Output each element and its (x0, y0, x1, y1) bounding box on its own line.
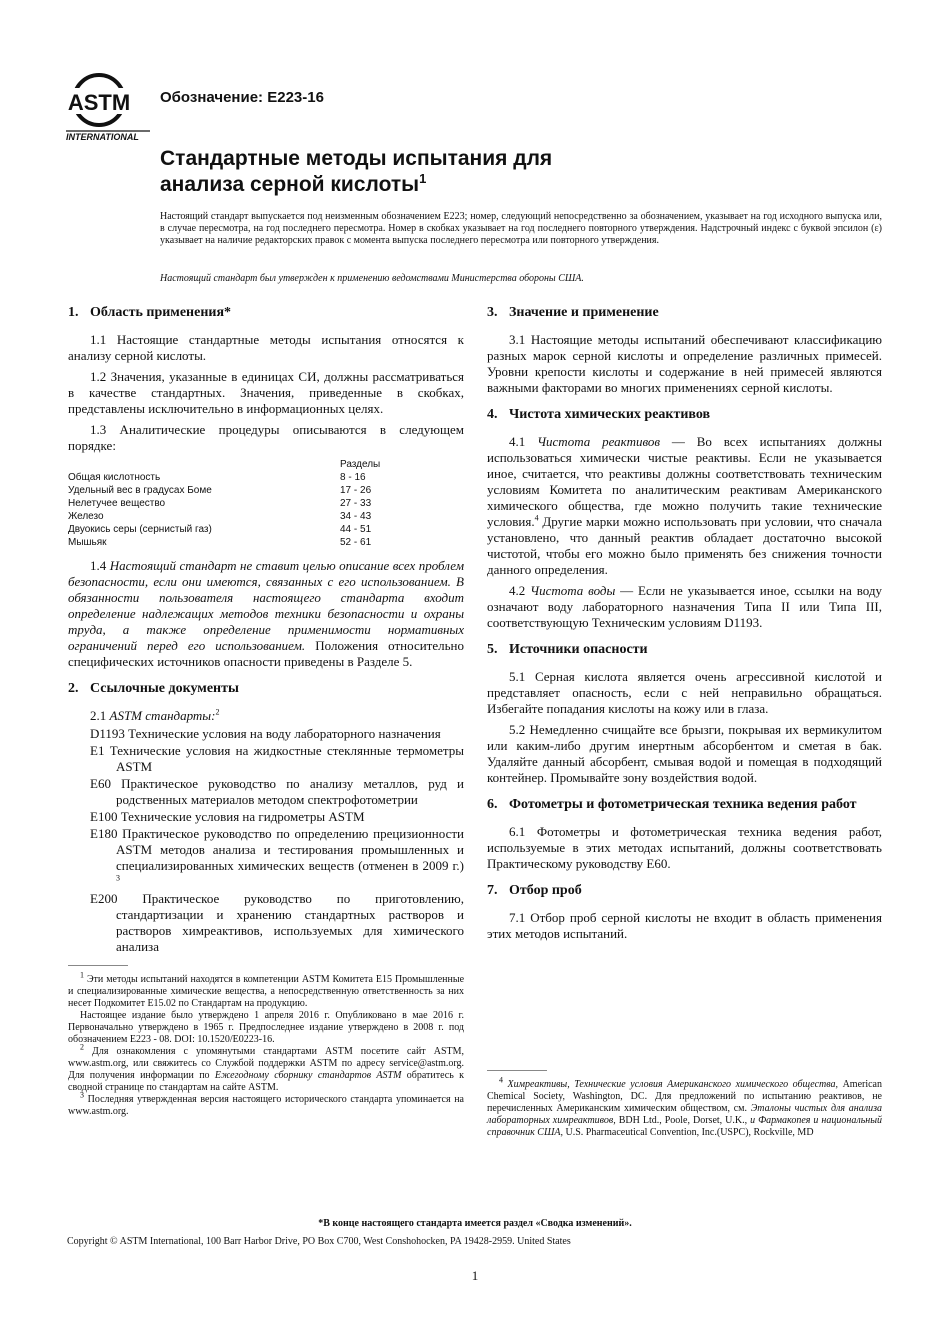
reference-item: E200 Практическое руководство по приготовлению, стандартизации и хранению стандартных растворов и растворов химреактивов, используемых для химического анализа (90, 891, 464, 954)
left-column (68, 304, 464, 1118)
reference-item: E100 Технические условия на гидрометры ASTM (90, 809, 365, 824)
footnote-3: $^3$ Последняя утвержденная версия настоящего исторического стандарта упоминается на www.astm.org. (68, 1090, 464, 1117)
para-5-1: 5.1 Серная кислота является очень агрессивной кислотой и представляет опасность, если с ней неправильно обращаться. Избегайте попадания кислоты на кожу или в глаза. (487, 669, 882, 716)
table-row: Нелетучее вещество 27 - 33 (68, 498, 372, 509)
table-row: Двуокись серы (сернистый газ) 44 - 51 (68, 524, 372, 535)
reference-item: E1 Технические условия на жидкостные стеклянные термометры ASTM (90, 743, 464, 774)
copyright: Copyright © ASTM International, 100 Barr Harbor Drive, PO Box C700, West Conshohocken, PA 19428-2959. United States (67, 1236, 571, 1247)
summary-of-changes-note: *В конце настоящего стандарта имеется раздел «Сводка изменений». (318, 1218, 632, 1229)
reference-item: E180 Практическое руководство по определению прецизионности ASTM методов анализа и тестирования промышленных и специализированных химических веществ (отменен в 2009 г.) $^3$ (90, 826, 464, 883)
reference-item: D1193 Технические условия на воду лабораторного назначения (90, 726, 441, 741)
section-number: 2. (68, 681, 79, 696)
section-title: Ссылочные документы (90, 681, 239, 696)
section-number: 5. (487, 642, 498, 657)
approval-note: Настоящий стандарт был утвержден к применению ведомствами Министерства обороны США. (160, 273, 584, 284)
para-1-3: 1.3 Аналитические процедуры описываются в следующем порядке: (68, 422, 464, 453)
footnote-1: $^1$ Эти методы испытаний находятся в компетенции ASTM Комитета E15 Промышленные и специализированные химические вещества, а непосредственную ответственность за них несет Подкомитет E15.02 по Стандартам на продукцию. (68, 970, 465, 1009)
section-3 (487, 304, 882, 396)
table-header-row (68, 458, 464, 471)
para-2-1: 2.1 ASTM стандарты:$^2$ (90, 707, 220, 723)
section-5-heading (487, 641, 882, 659)
para-3-1: 3.1 Настоящие методы испытаний обеспечивают классификацию разных марок серной кислоты и определение различных примесей. Уровни крепости кислоты и содержание в ней примесей являются важными факторами во многих применениях серной кислоты. (487, 332, 882, 395)
para-6-1: 6.1 Фотометры и фотометрическая техника ведения работ, используемые в этих методах испытаний, должны соответствовать Практическому руководству E60. (487, 824, 882, 871)
footnote-1-edition: Настоящее издание было утверждено 1 апреля 2016 г. Опубликовано в мае 2016 г. Первоначально утверждено в 1965 г. Предпоследнее издание утверждено в 2008 г. под обозначением E223 - 08. DOI: 10.1520/E0223-16. (68, 1010, 464, 1045)
reference-item: E60 Практическое руководство по анализу металлов, руд и родственных материалов методом спектрофотометрии (90, 776, 464, 807)
table-header: Разделы (340, 459, 381, 470)
para-1-4: 1.4 Настоящий стандарт не ставит целью описание всех проблем безопасности, если они имеются, связанных с его использованием. В обязанности пользователя настоящего стандарта входит определение надлежащих методов техники безопасности и охраны труда, а также определение применимости нормативных ограничений перед его использованием. Положения относительно специфических источников опасности приведены в Разделе 5. (68, 558, 464, 669)
para-5-2: 5.2 Немедленно счищайте все брызги, покрывая их вермикулитом или каким-либо другим инертным абсорбентом и сметая в бак. Удаляйте данный абсорбент, смывая водой и помещая в подходящий контейнер. Промывайте зону воздействия водой. (487, 722, 882, 785)
section-number: 4. (487, 407, 498, 422)
para-1-2: 1.2 Значения, указанные в единицах СИ, должны рассматриваться в качестве стандартных. Значения, приведенные в скобках, представлены исключительно в информационных целях. (68, 369, 464, 416)
table-row: Общая кислотность 8 - 16 (68, 472, 366, 483)
para-7-1: 7.1 Отбор проб серной кислоты не входит в область применения этих методов испытаний. (487, 910, 882, 941)
section-4-heading (487, 406, 882, 424)
procedures-table (68, 458, 464, 549)
document-title (160, 146, 660, 198)
section-1-heading (68, 304, 464, 322)
para-4-2: 4.2 Чистота воды — Если не указывается иное, ссылки на воду означают воду лабораторного назначения Типа II или Типа III, соответствующую Техническим условиям D1193. (487, 583, 883, 630)
section-title: Отбор проб (509, 883, 582, 898)
title-line-2: анализа серной кислоты (160, 173, 420, 196)
section-5 (487, 641, 882, 786)
section-number: 7. (487, 883, 498, 898)
section-4 (487, 406, 882, 631)
designation-notice: Настоящий стандарт выпускается под неизменным обозначением E223; номер, следующий непосредственно за обозначением, указывает на год исходного выпуска или, в случае пересмотра, на год последнего пересмотра. Номер в скобках указывает на год последнего повторного утверждения. Надстрочный индекс с буквой эпсилон (ε) указывает на наличие редакторских правок с момента выпуска последнего пересмотра или повторного утверждения. (160, 211, 882, 246)
section-7-heading (487, 882, 882, 900)
svg-text:ASTM: ASTM (67, 90, 131, 115)
right-column (487, 304, 882, 952)
section-title: Источники опасности (509, 642, 648, 657)
footnote-divider (487, 1070, 547, 1071)
para-4-1: 4.1 Чистота реактивов — Во всех испытаниях должны использоваться химически чистые реактивы. Если не указывается иное, считается, что реактивы должны соответствовать техническим условиям Комитета по аналитическим реактивам Американского химического общества, где можно получить такие технические условия.$^4$ Другие марки можно использовать при условии, что сначала установлено, что данный реактив обладает достаточно высокой чистотой, чтобы его можно было применять без снижения точности данного определения. (487, 434, 882, 577)
svg-text:INTERNATIONAL: INTERNATIONAL (66, 132, 139, 142)
section-title: Чистота химических реактивов (509, 407, 711, 422)
para-1-1: 1.1 Настоящие стандартные методы испытания относятся к анализу серной кислоты. (68, 332, 464, 363)
astm-logo (66, 72, 152, 146)
section-1 (68, 304, 464, 670)
footnotes-left (68, 970, 465, 1118)
designation: Обозначение: E223-16 (160, 89, 324, 106)
footnote-4: $^4$ Химреактивы, Технические условия Американского химического общества, American Chemical Society, Washington, DC. Для предложений по испытанию реактивов, не перечисленных Американским химическим обществом, см. Эталоны чистых для анализа лабораторных химреактивов, BDH Ltd., Poole, Dorset, U.K., и Фармакопея и национальный справочник США, U.S. Pharmaceutical Convention, Inc.(USPC), Rockville, MD (487, 1075, 882, 1138)
section-2-heading (68, 680, 464, 698)
title-line-1: Стандартные методы испытания для (160, 147, 553, 170)
section-2 (68, 680, 464, 955)
section-number: 6. (487, 797, 498, 812)
table-row: Удельный вес в градусах Боме 17 - 26 (68, 485, 372, 496)
section-title: Значение и применение (509, 305, 659, 320)
page-number: 1 (471, 1268, 479, 1283)
title-footnote-mark: 1 (419, 171, 427, 186)
section-title: Фотометры и фотометрическая техника ведения работ (509, 797, 857, 812)
section-number: 1. (68, 305, 79, 320)
footnote-divider (68, 965, 128, 966)
table-row: Железо 34 - 43 (68, 511, 372, 522)
section-7 (487, 882, 882, 942)
section-3-heading (487, 304, 882, 322)
section-number: 3. (487, 305, 498, 320)
footnote-2: $^2$ Для ознакомления с упомянутыми стандартами ASTM посетите сайт ASTM, www.astm.org, или свяжитесь со Службой поддержки ASTM по адресу service@astm.org. Для получения информации по Ежегодному сборнику стандартов ASTM обратитесь к сводной странице по стандартам на сайте ASTM. (68, 1042, 464, 1093)
table-row: Мышьяк 52 - 61 (68, 537, 372, 548)
footnotes-right (487, 1070, 882, 1139)
section-title: Область применения* (90, 305, 232, 320)
section-6-heading (487, 796, 882, 814)
section-6 (487, 796, 882, 872)
